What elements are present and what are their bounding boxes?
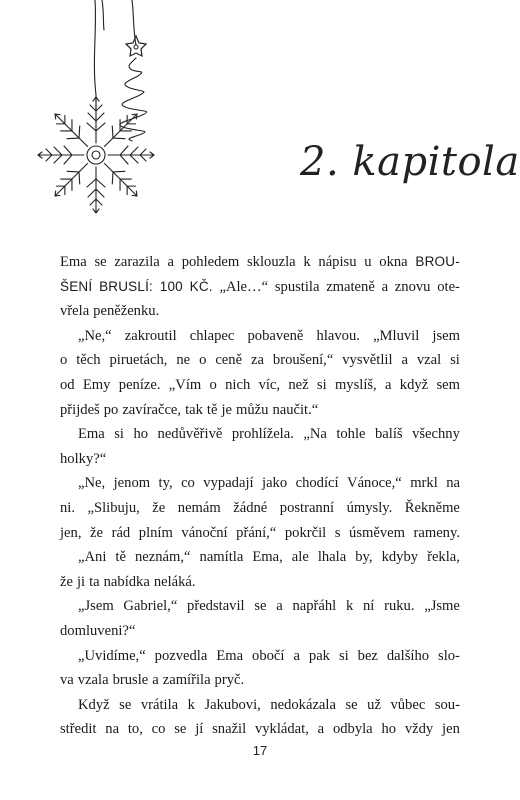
word: tě <box>115 549 126 566</box>
word: „Jsme <box>424 598 460 615</box>
word: pohledem <box>181 254 240 270</box>
text-line <box>60 570 460 595</box>
word: kdyby <box>381 549 419 566</box>
word: ruku. <box>384 598 415 615</box>
word: k <box>187 696 195 713</box>
word: pobaveně <box>247 327 304 344</box>
word: si <box>114 426 124 443</box>
word: nedůvěřivě <box>157 426 223 443</box>
word: a <box>152 672 159 689</box>
word: ji <box>76 573 86 590</box>
word: ni. <box>60 499 75 516</box>
word: domluveni?“ <box>60 622 136 639</box>
text-line <box>60 447 460 472</box>
word: spustila <box>274 278 320 295</box>
word: napřáhl <box>292 598 337 615</box>
word: nedokázala <box>270 696 336 713</box>
word: „Vím <box>168 376 202 393</box>
word: se <box>345 696 358 713</box>
page-number: 17 <box>252 743 268 758</box>
word: hlavou. <box>316 327 360 344</box>
word: na <box>446 475 460 492</box>
word: co <box>151 721 166 738</box>
word: už <box>367 696 381 713</box>
word: po <box>103 401 119 418</box>
word: si <box>316 376 327 393</box>
word: naučit.“ <box>272 401 319 418</box>
snowflake-and-tree-ornament-icon <box>0 0 240 230</box>
word: ale <box>291 549 309 566</box>
word: jenom <box>113 475 151 492</box>
text-line <box>60 348 460 373</box>
word: brusle <box>112 672 149 689</box>
word: lhala <box>317 549 347 566</box>
word: se <box>174 721 187 738</box>
word: ho <box>133 426 149 443</box>
word: víc, <box>258 376 281 393</box>
text-line <box>60 250 460 275</box>
word: a <box>401 352 408 369</box>
word: dalšího <box>386 647 430 664</box>
word: rád <box>111 524 131 541</box>
word: odbyla <box>332 721 373 738</box>
word: a <box>381 278 389 295</box>
word: když <box>399 376 429 393</box>
word: peníze. <box>118 376 161 393</box>
word: sklouzla <box>247 254 296 270</box>
word: „Jsem <box>78 598 114 615</box>
word: „Ne,“ <box>78 327 112 344</box>
word: „Slibuju, <box>87 499 140 516</box>
word: tohle <box>336 426 366 443</box>
word: nápisu <box>318 254 357 270</box>
word: Emy <box>82 376 111 393</box>
text-line <box>60 299 460 324</box>
word: piruetách, <box>109 352 168 369</box>
word: ho <box>381 721 397 738</box>
word: Řekněme <box>404 499 460 516</box>
text-line <box>60 668 460 693</box>
word: že <box>90 524 104 541</box>
word: zavíračce, <box>122 401 182 418</box>
word: vůbec <box>390 696 426 713</box>
word: myslíš, <box>334 376 377 393</box>
word: snažil <box>212 721 247 738</box>
text-line <box>60 619 460 644</box>
text-line <box>60 644 460 669</box>
word: vánoční <box>181 524 228 541</box>
text-line <box>60 275 460 300</box>
word: vykládat, <box>254 721 309 738</box>
word: okna <box>379 254 408 270</box>
word: pozvedla <box>154 647 208 664</box>
word: o <box>209 376 217 393</box>
word: bez <box>357 647 378 664</box>
word: přijdeš <box>60 401 100 418</box>
word: „Ani <box>78 549 107 566</box>
word: ceně <box>215 352 243 369</box>
text-line <box>60 545 460 570</box>
word: na <box>105 721 120 738</box>
word: o <box>60 352 68 369</box>
word: nabídka <box>103 573 150 590</box>
word: „Na <box>303 426 327 443</box>
word: nich <box>225 376 251 393</box>
word: úmysly. <box>346 499 393 516</box>
word: balíš <box>375 426 403 443</box>
word: ote- <box>437 278 460 295</box>
word: k <box>345 598 354 615</box>
word: si <box>450 352 460 369</box>
word: můžu <box>236 401 269 418</box>
word: obočí <box>252 647 285 664</box>
word: přání,“ <box>236 524 277 541</box>
word: jí <box>195 721 204 738</box>
text-line <box>60 471 460 496</box>
word: ní <box>362 598 375 615</box>
word: je <box>221 401 232 418</box>
word: že <box>152 499 166 516</box>
word: co <box>181 475 195 492</box>
word: že <box>60 573 73 590</box>
word: vřela <box>60 303 90 320</box>
word: va <box>60 672 74 689</box>
word: Ema, <box>252 549 283 566</box>
text-line <box>60 373 460 398</box>
word: se <box>119 696 132 713</box>
word: „Ne, <box>78 475 106 492</box>
text-line <box>60 398 460 423</box>
word: tak <box>185 401 203 418</box>
word: broušení,“ <box>272 352 334 369</box>
word: pryč. <box>214 672 245 689</box>
word: tě <box>206 401 218 418</box>
word: rameny. <box>413 524 460 541</box>
word: zamířila <box>162 672 211 689</box>
word: k <box>303 254 311 270</box>
word: namítla <box>199 549 244 566</box>
word: Ema <box>60 254 87 270</box>
word: neznám,“ <box>134 549 191 566</box>
word: KČ. <box>189 278 213 294</box>
word: prohlížela. <box>231 426 294 443</box>
word: a <box>385 376 392 393</box>
word: ty, <box>158 475 173 492</box>
text-line <box>60 717 460 742</box>
word: úsměvem <box>349 524 405 541</box>
word: vždy <box>404 721 434 738</box>
word: by, <box>355 549 373 566</box>
word: Vánoce,“ <box>347 475 402 492</box>
word: a <box>167 254 174 270</box>
word: „Mluvil <box>373 327 420 344</box>
text-line <box>60 496 460 521</box>
word: žádné <box>233 499 268 516</box>
word: se <box>254 598 267 615</box>
word: chodící <box>295 475 339 492</box>
word: chlapec <box>189 327 235 344</box>
chapter-title: 2. kapitola <box>300 138 520 185</box>
word: BROU- <box>415 254 460 269</box>
word: Ema <box>216 647 244 664</box>
word: postranní <box>279 499 335 516</box>
word: sem <box>436 376 460 393</box>
body-text <box>60 250 460 742</box>
word: vzal <box>416 352 442 369</box>
word: jen, <box>60 524 82 541</box>
word: znovu <box>394 278 431 295</box>
word: „Ale…“ <box>219 278 269 295</box>
word: než <box>288 376 309 393</box>
word: a <box>317 721 325 738</box>
word: „Uvidíme,“ <box>78 647 146 664</box>
word: sou- <box>434 696 460 713</box>
word: jen <box>442 721 460 738</box>
word: u <box>364 254 372 270</box>
word: zakroutil <box>124 327 177 344</box>
text-line <box>60 594 460 619</box>
word: ta <box>89 573 100 590</box>
word: středit <box>60 721 97 738</box>
word: a <box>276 598 283 615</box>
word: o <box>199 352 207 369</box>
word: holky?“ <box>60 450 107 467</box>
word: nemám <box>177 499 221 516</box>
word: ŠENÍ <box>60 278 93 294</box>
word: ne <box>176 352 191 369</box>
word: Když <box>78 696 110 713</box>
word: mrkl <box>410 475 438 492</box>
word: peněženku. <box>93 303 160 320</box>
word: neláká. <box>153 573 196 590</box>
word: BRUSLÍ: <box>99 278 153 294</box>
word: 100 <box>159 278 183 294</box>
word: Ema <box>78 426 105 443</box>
word: jako <box>262 475 288 492</box>
word: zarazila <box>114 254 160 270</box>
word: zmateně <box>326 278 375 295</box>
word: za <box>251 352 264 369</box>
word: vzala <box>77 672 109 689</box>
word: s <box>334 524 341 541</box>
word: těch <box>76 352 101 369</box>
word: jsem <box>432 327 460 344</box>
word: Jakubovi, <box>204 696 261 713</box>
word: pokrčil <box>284 524 327 541</box>
word: všechny <box>412 426 460 443</box>
word: představil <box>187 598 245 615</box>
word: si <box>338 647 349 664</box>
word: plním <box>138 524 173 541</box>
word: a <box>293 647 300 664</box>
text-line <box>60 693 460 718</box>
word: vypadají <box>203 475 254 492</box>
word: slo- <box>438 647 460 664</box>
word: to, <box>127 721 143 738</box>
word: pak <box>308 647 330 664</box>
word: vrátila <box>140 696 179 713</box>
word: od <box>60 376 75 393</box>
word: Gabriel,“ <box>123 598 178 615</box>
word: vysvětlil <box>342 352 393 369</box>
text-line <box>60 521 460 546</box>
text-line <box>60 324 460 349</box>
text-line <box>60 422 460 447</box>
word: se <box>94 254 107 270</box>
word: řekla, <box>427 549 460 566</box>
